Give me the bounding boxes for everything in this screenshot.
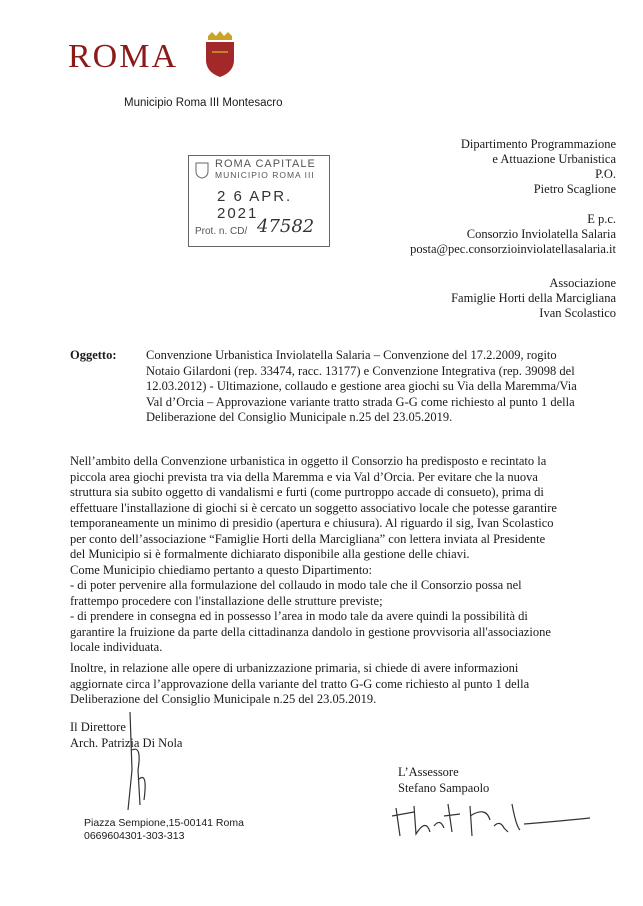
subject-line-3: 12.03.2012) - Ultimazione, collaudo e gestione area giochi su Via della Maremma/Via <box>146 379 577 393</box>
epc-label: E p.c. <box>587 212 616 226</box>
roma-shield-icon <box>202 30 238 78</box>
body-line: aggiornate circa l’approvazione della variante del tratto G-G come richiesto al punto 1 della <box>70 676 530 691</box>
subject-text <box>146 348 604 426</box>
stamp-line-1: ROMA CAPITALE <box>215 158 316 170</box>
stamp-line-2: MUNICIPIO ROMA III <box>215 170 315 180</box>
assessor-name: Stefano Sampaolo <box>398 780 490 795</box>
footer-phone: 0669604301-303-313 <box>84 830 185 842</box>
body-line: temporaneamente un minimo di presidio (apertura e chiusura). Al riguardo il sig, Ivan Scolastico <box>70 516 554 530</box>
dept-line-4: Pietro Scaglione <box>533 182 616 196</box>
director-name: Arch. Patrizia Di Nola <box>70 735 183 750</box>
body-line: Nell’ambito della Convenzione urbanistica in oggetto il Consorzio ha predisposto e recintato la <box>70 454 547 468</box>
assoc-line-2: Famiglie Horti della Marcigliana <box>451 291 616 305</box>
director-title: Il Direttore <box>70 720 126 734</box>
assessor-signature-icon <box>390 796 610 846</box>
stamp-prot-label: Prot. n. CD/ <box>195 226 248 237</box>
subject-label: Oggetto: <box>70 348 117 362</box>
recipient-associazione <box>451 276 616 321</box>
assessor-block <box>398 765 489 796</box>
body-line: Inoltre, in relazione alle opere di urbanizzazione primaria, si chiede di avere informazioni <box>70 661 519 675</box>
municipio-name: Municipio Roma III Montesacro <box>124 97 283 109</box>
recipient-department <box>461 137 616 197</box>
body-paragraph-2 <box>70 661 604 708</box>
stamp-date: 2 6 APR. 2021 <box>217 188 293 222</box>
body-line: del Municipio si è formalmente dichiarato disponibile alla gestione delle chiavi. <box>70 547 470 561</box>
body-line: locale individuata. <box>70 640 163 654</box>
body-line: per conto dell’associazione “Famiglie Horti della Marcigliana” con lettera inviata al Presidente <box>70 531 546 546</box>
consorzio-name: Consorzio Inviolatella Salaria <box>466 227 616 241</box>
assoc-line-3: Ivan Scolastico <box>539 306 616 320</box>
assessor-title: L’Assessore <box>398 765 459 779</box>
body-line: struttura sia subito oggetto di vandalismi e furti (come purtroppo accade di consueto), prima di <box>70 485 544 499</box>
body-line: frattempo procedere con l'installazione delle strutture previste; <box>70 593 383 608</box>
body-line: effettuare l'installazione di giochi si è cercato un soggetto associativo locale che potesse garantire <box>70 500 557 515</box>
body-line: - di prendere in consegna ed in possesso l’area in modo tale da avere quindi la possibilità di <box>70 609 528 623</box>
body-line: - di poter pervenire alla formulazione del collaudo in modo tale che il Consorzio possa nel <box>70 578 522 592</box>
body-line: Come Municipio chiediamo pertanto a questo Dipartimento: <box>70 562 373 577</box>
footer-address: Piazza Sempione,15-00141 Roma <box>84 817 244 829</box>
roma-logo-text: ROMA <box>68 38 179 75</box>
stamp-emblem-icon <box>194 159 210 179</box>
director-signature-icon <box>108 710 168 815</box>
subject-line-2: Notaio Gilardoni (rep. 33474, racc. 13177) e Convenzione Integrativa (rep. 39098 del <box>146 363 575 378</box>
subject-line-1: Convenzione Urbanistica Inviolatella Salaria – Convenzione del 17.2.2009, rogito <box>146 348 557 362</box>
assoc-line-1: Associazione <box>549 276 616 290</box>
stamp-prot-number: 47582 <box>257 216 315 237</box>
subject-line-5: Deliberazione del Consiglio Municipale n.25 del 23.05.2019. <box>146 410 453 424</box>
subject-line-4: Val d’Orcia – Approvazione variante tratto strada G-G come richiesto al punto 1 della <box>146 394 575 409</box>
recipient-consorzio <box>410 212 616 257</box>
dept-line-3: P.O. <box>595 167 616 181</box>
dept-line-1: Dipartimento Programmazione <box>460 137 616 151</box>
body-paragraph-1 <box>70 454 604 656</box>
body-line: piccola area giochi prevista tra via della Maremma e via Val d’Orcia. Per evitare che la nuova <box>70 469 538 484</box>
dept-line-2: e Attuazione Urbanistica <box>492 152 616 166</box>
consorzio-pec: posta@pec.consorzioinviolatellasalaria.it <box>410 242 616 256</box>
protocol-stamp <box>188 155 330 247</box>
body-line: garantire la fruizione da parte della cittadinanza dandolo in gestione provvisoria all'associazione <box>70 624 551 639</box>
body-line: Deliberazione del Consiglio Municipale n.25 del 23.05.2019. <box>70 692 377 706</box>
